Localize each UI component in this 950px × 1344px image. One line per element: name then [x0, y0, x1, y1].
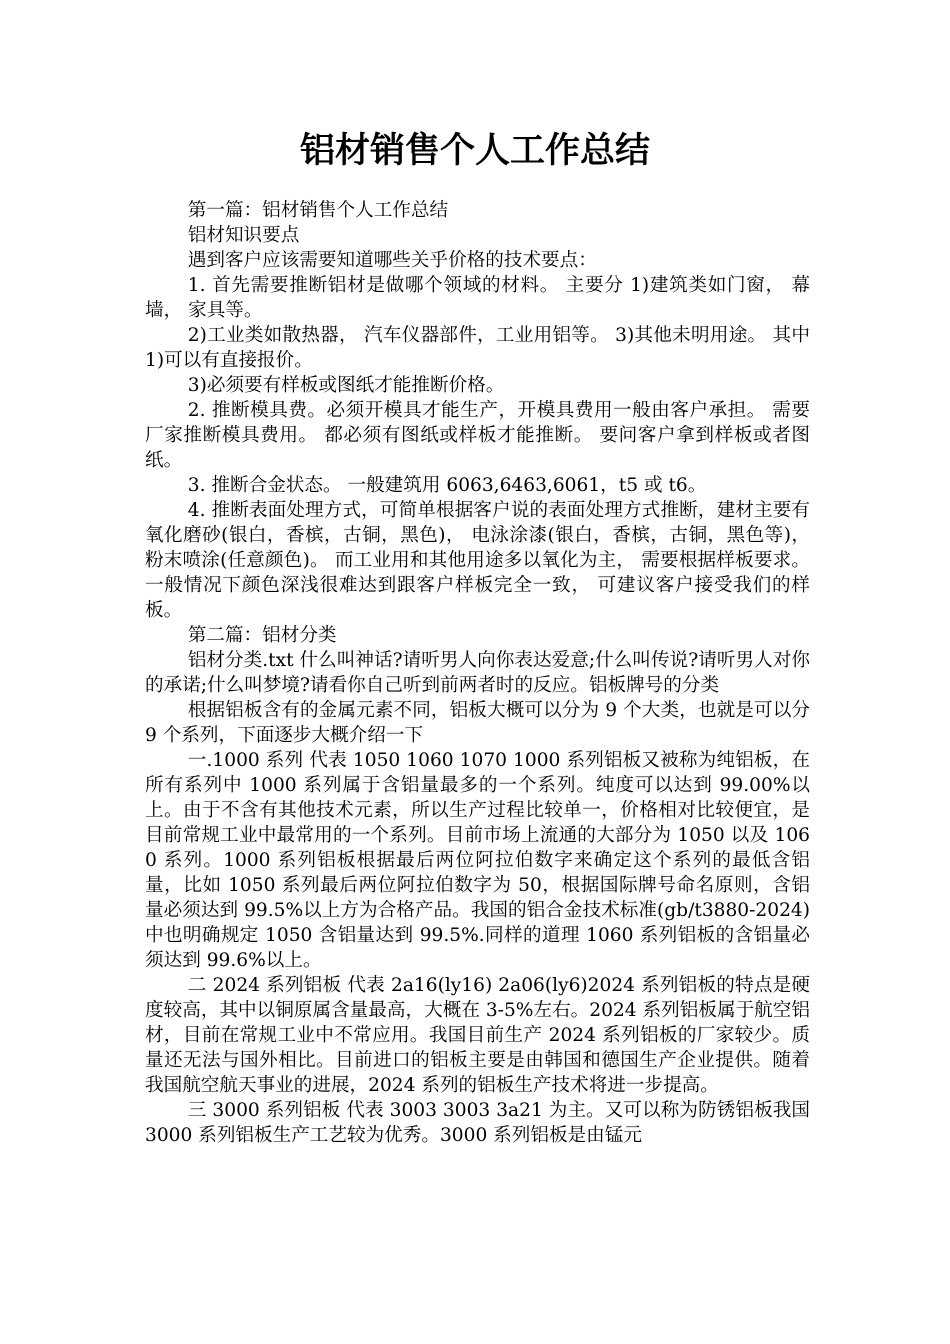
paragraph: 遇到客户应该需要知道哪些关乎价格的技术要点：: [187, 250, 597, 271]
paragraph: 3. 推断合金状态。 一般建筑用 6063,6463,6061，t5 或 t6。: [187, 475, 707, 496]
section-heading-2: 第二篇：铝材分类: [187, 625, 337, 646]
paragraph: 三 3000 系列铝板 代表 3003 3003 3a21 为主。又可以称为防锈铝板我国 3000 系列铝板生产工艺较为优秀。3000 系列铝板是由锰元: [145, 1100, 810, 1146]
paragraph: 铝材分类.txt 什么叫神话?请听男人向你表达爱意;什么叫传说?请听男人对你的承诺;什么叫梦境?请看你自己听到前两者时的反应。铝板牌号的分类: [145, 650, 810, 696]
document-title: 铝材销售个人工作总结: [299, 131, 650, 171]
paragraph: 1. 首先需要推断铝材是做哪个领域的材料。 主要分 1)建筑类如门窗， 幕墙， 家具等。: [145, 275, 810, 321]
section-heading-1: 第一篇：铝材销售个人工作总结: [187, 200, 449, 221]
paragraph: 3)必须要有样板或图纸才能推断价格。: [187, 375, 505, 396]
paragraph: 2. 推断模具费。必须开模具才能生产，开模具费用一般由客户承担。 需要厂家推断模具费用。 都必须有图纸或样板才能推断。 要问客户拿到样板或者图纸。: [145, 400, 810, 471]
paragraph: 根据铝板含有的金属元素不同，铝板大概可以分为 9 个大类，也就是可以分 9 个系列，下面逐步大概介绍一下: [145, 700, 810, 746]
paragraph: 铝材知识要点: [187, 225, 300, 246]
paragraph: 2)工业类如散热器， 汽车仪器部件，工业用铝等。 3)其他未明用途。 其中 1)可以有直接报价。: [145, 325, 810, 371]
paragraph: 一.1000 系列 代表 1050 1060 1070 1000 系列铝板又被称为纯铝板，在所有系列中 1000 系列属于含铝量最多的一个系列。纯度可以达到 99.00%以上。由于不含有其他技术元素，所以生产过程比较单一，价格相对比较便宜，是目前常规工业中最常用的一个系列。目前市场上流通的大部分为 1050 以及 1060 系列。1000 系列铝板根据最后两位阿拉伯数字来确定这个系列的最低含铝量，比如 1050 系列最后两位阿拉伯数字为 50，根据国际牌号命名原则，含铝量必须达到 99.5%以上方为合格产品。我国的铝合金技术标准(gb/t3880-2024)中也明确规定 1050 含铝量达到 99.5%.同样的道理 1060 系列铝板的含铝量必须达到 99.6%以上。: [145, 750, 810, 971]
paragraph: 二 2024 系列铝板 代表 2a16(ly16) 2a06(ly6)2024 系列铝板的特点是硬度较高，其中以铜原属含量最高，大概在 3-5%左右。2024 系列铝板属于航空铝材，目前在常规工业中不常应用。我国目前生产 2024 系列铝板的厂家较少。质量还无法与国外相比。目前进口的铝板主要是由韩国和德国生产企业提供。随着我国航空航天事业的进展，2024 系列的铝板生产技术将进一步提高。: [145, 975, 810, 1096]
document-body: [145, 198, 810, 1148]
paragraph: 4. 推断表面处理方式，可简单根据客户说的表面处理方式推断，建材主要有氧化磨砂(银白，香槟，古铜，黑色)， 电泳涂漆(银白，香槟，古铜，黑色等)， 粉末喷涂(任意颜色)。 而工业用和其他用途多以氧化为主， 需要根据样板要求。 一般情况下颜色深浅很难达到跟客户样板完全一致， 可建议客户接受我们的样板。: [145, 500, 810, 621]
